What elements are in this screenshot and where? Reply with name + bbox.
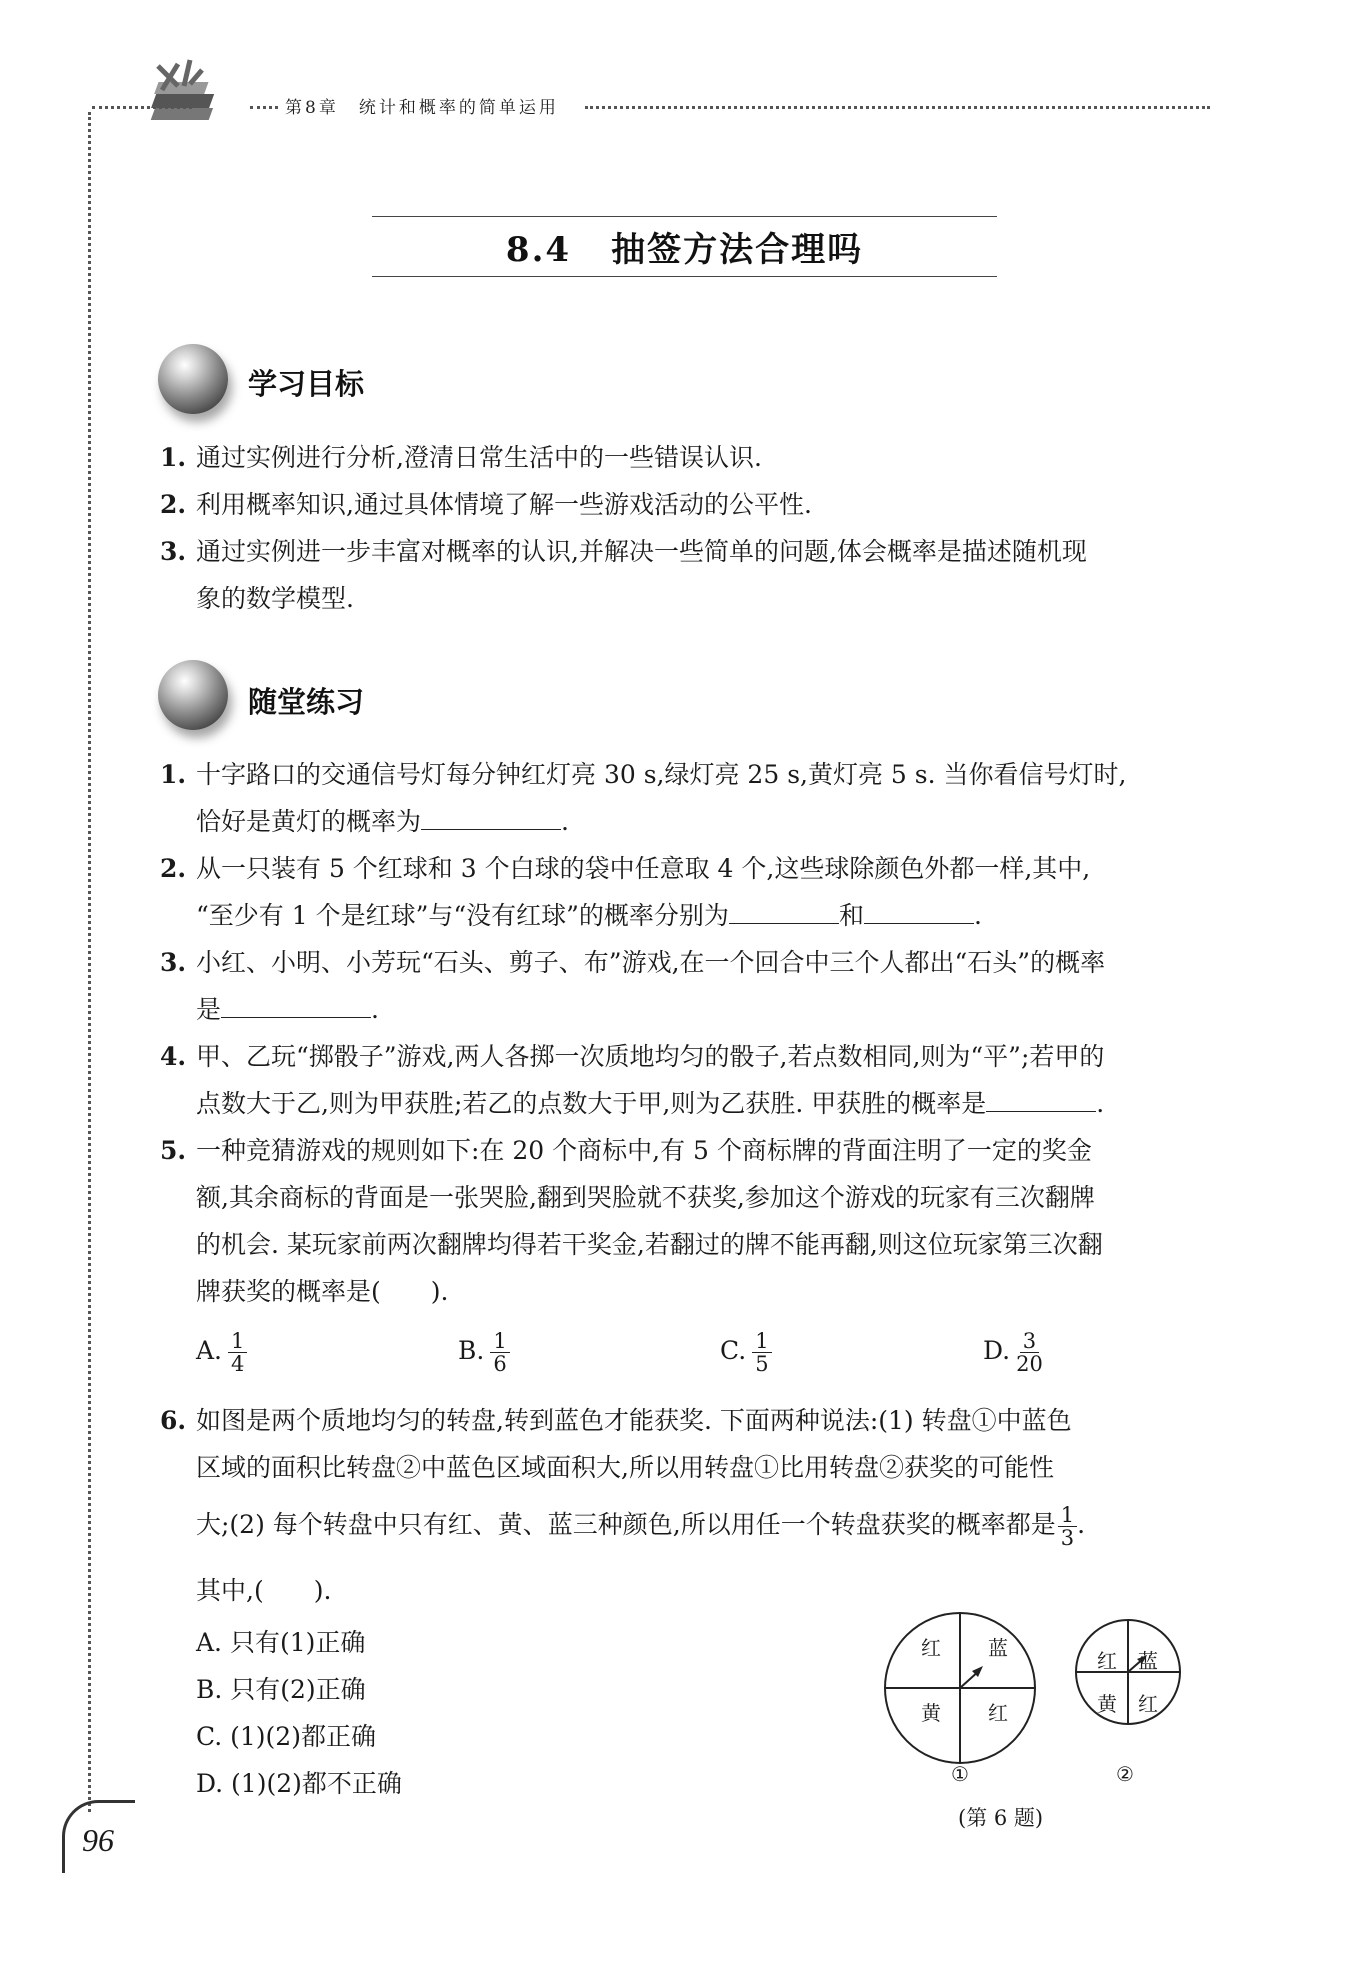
q6-option-d[interactable]: D. (1)(2)都不正确 [196,1769,402,1798]
header-dotted-line-mid [250,106,278,109]
question-1-line2: 恰好是黄灯的概率为 . [196,799,569,845]
q6-option-c[interactable]: C. (1)(2)都正确 [196,1722,376,1751]
disc1-top-right: 蓝 [988,1636,1008,1660]
section-title-text: 抽签方法合理吗 [611,230,864,270]
q6-option-a[interactable]: A. 只有(1)正确 [196,1628,366,1657]
margin-dotted-line [88,112,91,1812]
title-rule-top [372,216,997,217]
header-dotted-line-right [585,106,1210,109]
fraction: $\frac{1}{5}$ [752,1330,771,1375]
goal-item: 3. 通过实例进一步丰富对概率的认识,并解决一些简单的问题,体会概率是描述随机现 [160,537,1087,566]
option-a[interactable]: A. $\frac{1}{4}$ [196,1330,247,1375]
option-c[interactable]: C. $\frac{1}{5}$ [720,1330,772,1375]
page-number: 96 [82,1822,114,1858]
question-2: 2. 从一只装有 5 个红球和 3 个白球的袋中任意取 4 个,这些球除颜色外都一样,其中, [160,854,1091,883]
question-3-line2: 是 . [196,987,379,1033]
answer-blank[interactable] [986,1083,1096,1112]
goal-item: 1. 通过实例进行分析,澄清日常生活中的一些错误认识. [160,443,762,472]
section-globe-icon [158,660,228,730]
question-6: 6. 如图是两个质地均匀的转盘,转到蓝色才能获奖. 下面两种说法:(1) 转盘①中蓝色 [160,1406,1072,1435]
q6-option-b[interactable]: B. 只有(2)正确 [196,1675,366,1704]
disc1-label: ① [951,1762,969,1786]
disc2-top-right: 蓝 [1138,1649,1158,1673]
answer-blank[interactable] [729,895,839,924]
fraction: $\frac{1}{3}$ [1058,1504,1077,1549]
spinner-disc-1 [885,1613,1035,1763]
question-4-line2: 点数大于乙,则为甲获胜;若乙的点数大于甲,则为乙获胜. 甲获胜的概率是 . [196,1081,1104,1127]
figure-caption: (第 6 题) [958,1806,1044,1830]
disc1-bottom-right: 红 [988,1701,1008,1725]
question-6-line3: 大;(2) 每个转盘中只有红、黄、蓝三种颜色,所以用任一个转盘获奖的概率都是 $\frac{1}{3}$ . [196,1503,1086,1550]
chapter-header: 第8章 统计和概率的简单运用 [285,98,559,118]
question-6-line4: 其中,( ). [196,1576,332,1605]
question-5-line3: 的机会. 某玩家前两次翻牌均得若干奖金,若翻过的牌不能再翻,则这位玩家第三次翻 [196,1230,1103,1259]
question-6-line2: 区域的面积比转盘②中蓝色区域面积大,所以用转盘①比用转盘②获奖的可能性 [196,1453,1054,1482]
question-5: 5. 一种竞猜游戏的规则如下:在 20 个商标中,有 5 个商标牌的背面注明了一定的奖金 [160,1136,1092,1165]
question-5-line2: 额,其余商标的背面是一张哭脸,翻到哭脸就不获奖,参加这个游戏的玩家有三次翻牌 [196,1183,1095,1212]
question-5-line4: 牌获奖的概率是( ). [196,1277,449,1306]
option-b[interactable]: B. $\frac{1}{6}$ [458,1330,510,1375]
answer-blank[interactable] [221,989,371,1018]
option-d[interactable]: D. $\frac{3}{20}$ [983,1329,1043,1376]
section-title [372,222,997,271]
disc2-bottom-right: 红 [1138,1692,1158,1716]
fraction: $\frac{1}{4}$ [228,1330,247,1375]
disc2-bottom-left: 黄 [1097,1692,1117,1716]
header-dotted-line-left [92,106,192,109]
fraction: $\frac{1}{6}$ [490,1330,509,1375]
spinner-disc-2 [1076,1620,1180,1724]
disc1-top-left: 红 [921,1636,941,1660]
question-4: 4. 甲、乙玩“掷骰子”游戏,两人各掷一次质地均匀的骰子,若点数相同,则为“平”;若甲的 [160,1042,1105,1071]
fraction: $\frac{3}{20}$ [1016,1329,1043,1376]
disc2-top-left: 红 [1097,1649,1117,1673]
goals-heading: 学习目标 [248,367,365,401]
chapter-logo-icon [150,56,245,140]
question-1: 1. 十字路口的交通信号灯每分钟红灯亮 30 s,绿灯亮 25 s,黄灯亮 5 s. 当你看信号灯时, [160,760,1127,789]
disc2-label: ② [1116,1762,1134,1786]
goal-item: 2. 利用概率知识,通过具体情境了解一些游戏活动的公平性. [160,490,812,519]
goal-item-continued: 象的数学模型. [196,584,354,613]
question-3: 3. 小红、小明、小芳玩“石头、剪子、布”游戏,在一个回合中三个人都出“石头”的概率 [160,948,1106,977]
disc1-bottom-left: 黄 [921,1701,941,1725]
title-rule-bottom [372,276,997,277]
practice-heading: 随堂练习 [248,685,365,719]
answer-blank[interactable] [864,895,974,924]
question-2-line2: “至少有 1 个是红球”与“没有红球”的概率分别为 和 . [196,893,982,939]
section-number: 8.4 [505,230,572,270]
answer-blank[interactable] [421,801,561,830]
section-ball-icon [158,344,228,414]
